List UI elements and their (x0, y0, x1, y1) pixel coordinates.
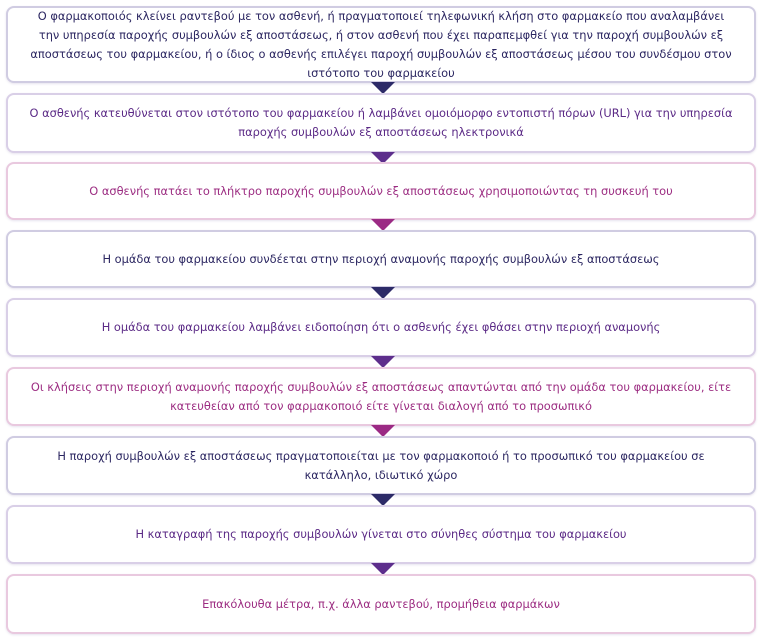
step-6-box (6, 367, 756, 426)
step-3-box (6, 162, 756, 220)
step-4-text: Η ομάδα του φαρμακείου συνδέεται στην περιοχή αναμονής παροχής συμβουλών εξ αποστάσεως (102, 251, 660, 266)
step-1-text: Ο φαρμακοποιός κλείνει ραντεβού με τον ασθενή, ή πραγματοποιεί τηλεφωνική κλήση στο φαρμακείο που αναλαμβάνει την υπηρεσία παροχής συμβουλών εξ αποστάσεως, ή στον ασθενή που έχει παραπεμφθεί για την παροχή συμβουλών εξ αποστάσεως του φαρμακείου, ή ο ίδιος ο ασθενής επιλέγει παροχή συμβουλών εξ αποστάσεως μέσου του συνδέσμου στον ιστότοπο του φαρμακείου (30, 8, 732, 80)
step-3-text: Ο ασθενής πατάει το πλήκτρο παροχής συμβουλών εξ αποστάσεως χρησιμοποιώντας τη συσκευή του (89, 183, 673, 198)
step-5-box (6, 298, 756, 357)
step-1-box (6, 6, 756, 83)
step-6-text: Οι κλήσεις στην περιοχή αναμονής παροχής συμβουλών εξ αποστάσεως απαντώνται από την ομάδα του φαρμακείου, είτε κατευθείαν από τον φαρμακοποιό είτε γίνεται διαλογή από το προσωπικό (30, 379, 732, 413)
step-2-box (6, 93, 756, 153)
step-7-text: Η παροχή συμβουλών εξ αποστάσεως πραγματοποιείται με τον φαρμακοποιό ή το προσωπικό του φαρμακείου σε κατάλληλο, ιδιωτικό χώρο (57, 448, 705, 482)
step-2-text: Ο ασθενής κατευθύνεται στον ιστότοπο του φαρμακείου ή λαμβάνει ομοιόμορφο εντοπιστή πόρων (URL) για την υπηρεσία παροχής συμβουλών εξ αποστάσεως ηλεκτρονικά (29, 106, 733, 139)
step-5-text: Η ομάδα του φαρμακείου λαμβάνει ειδοποίηση ότι ο ασθενής έχει φθάσει στην περιοχή αναμονής (101, 320, 661, 334)
step-8-text: Η καταγραφή της παροχής συμβουλών γίνεται στο σύνηθες σύστημα του φαρμακείου (135, 527, 627, 541)
step-9-text: Επακόλουθα μέτρα, π.χ. άλλα ραντεβού, προμήθεια φαρμάκων (202, 596, 560, 611)
step-4-box (6, 230, 756, 288)
step-8-box (6, 505, 756, 564)
step-7-box (6, 436, 756, 495)
step-9-box (6, 574, 756, 634)
